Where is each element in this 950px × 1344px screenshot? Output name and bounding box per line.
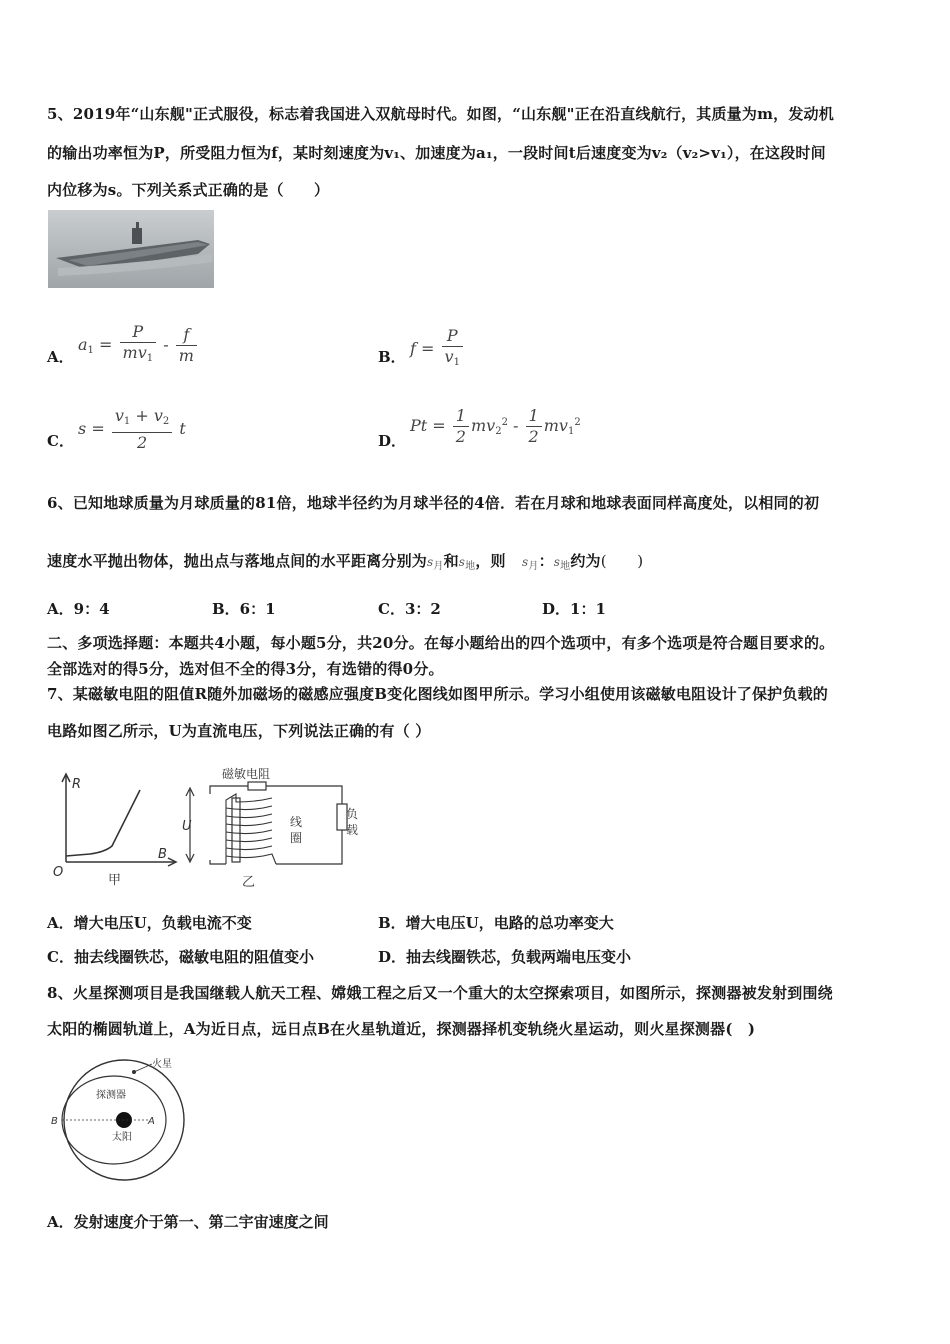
q7-option-b: B．增大电压U，电路的总功率变大 — [378, 914, 614, 932]
label-coil-2: 圈 — [290, 831, 303, 845]
label-point-b: B — [51, 1116, 58, 1127]
q6-option-a: A．9：4 — [47, 600, 110, 618]
q5-option-b-formula: f = $\frac{P}{v_1}$ — [410, 326, 465, 373]
coil — [226, 794, 276, 864]
r-b-curve — [66, 790, 140, 856]
label-load-2: 载 — [346, 823, 359, 837]
aircraft-carrier-photo — [48, 210, 214, 288]
label-magnetoresistor: 磁敏电阻 — [222, 767, 271, 781]
q7-option-c: C．抽去线圈铁芯，磁敏电阻的阻值变小 — [47, 948, 314, 966]
magnetoresistor — [248, 782, 266, 790]
origin-label: O — [53, 865, 64, 880]
q5-option-b-label: B． — [378, 348, 406, 366]
q5-line-2: 的输出功率恒为P，所受阻力恒为f，某时刻速度为v₁、加速度为a₁，一段时间t后速度变为v₂（v₂>v₁），在这段时间 — [47, 144, 826, 162]
figure-mars-orbit — [48, 1054, 188, 1184]
q5-option-a-formula: $a_1$ = $\frac{P}{mv_1}$ - $\frac{f}{m}$ — [78, 322, 199, 369]
q7-option-d: D．抽去线圈铁芯，负载两端电压变小 — [378, 948, 632, 966]
figure-yi-circuit — [180, 762, 360, 892]
label-sun: 太阳 — [112, 1132, 132, 1143]
axis-label-b: B — [158, 847, 167, 862]
q8-option-a: A．发射速度介于第一、第二宇宙速度之间 — [47, 1213, 329, 1231]
q6-line-2: 速度水平抛出物体，抛出点与落地点间的水平距离分别为$s_月$和$s_地$，则 $s_月$：$s_地$约为( ) — [47, 552, 644, 572]
q5-line-3: 内位移为s。下列关系式正确的是（ ） — [47, 181, 330, 199]
figure-jia-graph — [50, 770, 180, 888]
figure-yi-caption: 乙 — [242, 875, 256, 890]
q6-option-d: D．1：1 — [542, 600, 606, 618]
axis-label-r: R — [72, 777, 82, 792]
q8-line-2: 太阳的椭圆轨道上，A为近日点，远日点B在火星轨道近，探测器择机变轨绕火星运动，则火星探测器( ) — [47, 1020, 756, 1038]
q6-line-1: 6、已知地球质量为月球质量的81倍，地球半径约为月球半径的4倍．若在月球和地球表面同样高度处，以相同的初 — [47, 494, 820, 512]
label-probe: 探测器 — [96, 1090, 126, 1101]
label-voltage-u: U — [182, 819, 192, 834]
q6-option-b: B．6：1 — [212, 600, 276, 618]
figure-jia-caption: 甲 — [108, 873, 122, 888]
label-mars: 火星 — [152, 1059, 172, 1070]
q8-line-1: 8、火星探测项目是我国继载人航天工程、嫦娥工程之后又一个重大的太空探索项目，如图所示，探测器被发射到围绕 — [47, 984, 833, 1002]
q5-option-c-formula: s = $\frac{v_1 + v_2}{2}$ t — [78, 406, 186, 452]
q7-line-2: 电路如图乙所示，U为直流电压，下列说法正确的有（ ） — [47, 722, 431, 740]
section2-line-1: 二、多项选择题：本题共4小题，每小题5分，共20分。在每小题给出的四个选项中，有多个选项是符合题目要求的。 — [47, 634, 835, 652]
mars — [132, 1070, 136, 1074]
q7-line-1: 7、某磁敏电阻的阻值R随外加磁场的磁感应强度B变化图线如图甲所示。学习小组使用该磁敏电阻设计了保护负载的 — [47, 685, 828, 703]
label-load-1: 负 — [346, 807, 359, 821]
label-coil-1: 线 — [290, 815, 303, 829]
q5-option-d-label: D． — [378, 432, 407, 450]
q6-option-c: C．3：2 — [378, 600, 441, 618]
q5-option-c-label: C． — [47, 432, 74, 450]
q7-option-a: A．增大电压U，负载电流不变 — [47, 914, 252, 932]
section2-line-2: 全部选对的得5分，选对但不全的得3分，有选错的得0分。 — [47, 660, 444, 678]
label-point-a: A — [148, 1116, 155, 1127]
var-a: a — [78, 335, 88, 354]
q5-line-1: 5、2019年“山东舰"正式服役，标志着我国进入双航母时代。如图，“山东舰"正在沿直线航行，其质量为m，发动机 — [47, 105, 834, 123]
q5-option-d-formula: Pt = $\frac{1}{2}$ $mv_2^2$ - $\frac{1}{2}$ $mv_1^2$ — [410, 406, 581, 446]
q5-option-a-label: A． — [47, 348, 74, 366]
